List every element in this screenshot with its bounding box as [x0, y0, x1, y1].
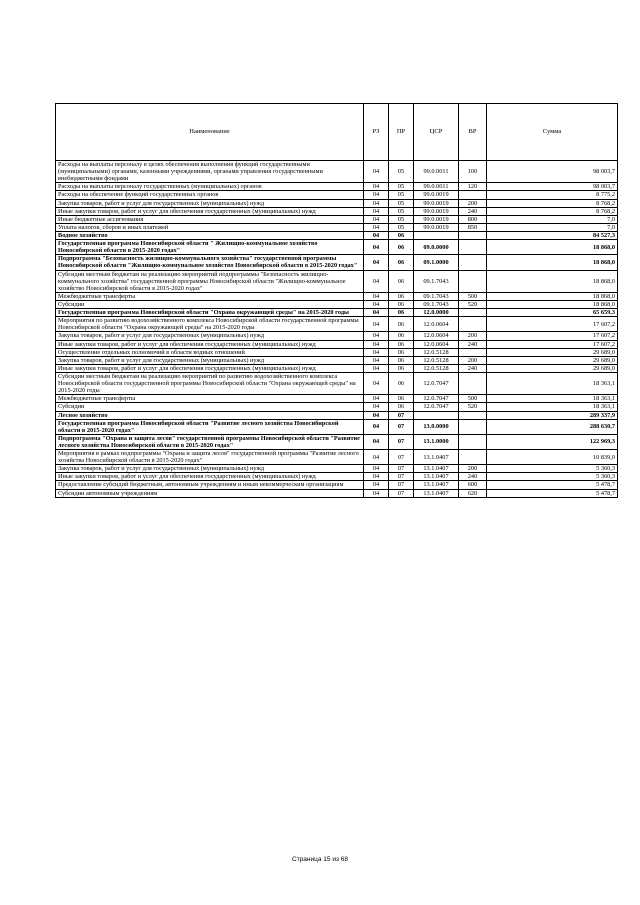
cell-vr: 100 [459, 161, 487, 183]
cell-name: Субсидии автономным учреждениям [56, 489, 364, 497]
cell-pr: 06 [389, 300, 414, 308]
cell-sum: 17 607,2 [487, 340, 618, 348]
cell-rz: 04 [364, 300, 389, 308]
cell-rz: 04 [364, 340, 389, 348]
cell-pr: 06 [389, 292, 414, 300]
cell-name: Предоставление субсидий бюджетным, автономным учреждениям и иным некоммерческим организациям [56, 481, 364, 489]
cell-name: Осуществление отдельных полномочий в области водных отношений [56, 348, 364, 356]
cell-vr [459, 411, 487, 419]
cell-csr: 12.0.7047 [414, 372, 459, 394]
cell-vr: 600 [459, 481, 487, 489]
table-row [56, 340, 618, 348]
cell-sum: 17 607,2 [487, 317, 618, 332]
cell-sum: 5 360,3 [487, 473, 618, 481]
table-row [56, 395, 618, 403]
table-row [56, 473, 618, 481]
table-row [56, 434, 618, 449]
cell-pr: 05 [389, 191, 414, 199]
cell-rz: 04 [364, 231, 389, 239]
cell-csr: 13.1.0000 [414, 434, 459, 449]
cell-name: Мероприятия по развитию водохозяйственного комплекса Новосибирской области государственной программы Новосибирской области "Охрана окружающей среды" на 2015-2020 годы [56, 317, 364, 332]
cell-name: Иные закупки товаров, работ и услуг для обеспечения государственных (муниципальных) нужд [56, 207, 364, 215]
table-row [56, 481, 618, 489]
cell-name: Расходы на обеспечение функций государственных органов [56, 191, 364, 199]
cell-sum: 7,0 [487, 223, 618, 231]
table-row [56, 489, 618, 497]
header-vr: ВР [459, 104, 487, 161]
cell-rz: 04 [364, 309, 389, 317]
cell-pr: 07 [389, 481, 414, 489]
cell-vr: 200 [459, 199, 487, 207]
cell-pr: 06 [389, 332, 414, 340]
cell-name: Закупка товаров, работ и услуг для государственных (муниципальных) нужд [56, 465, 364, 473]
header-pr: ПР [389, 104, 414, 161]
cell-sum: 29 689,0 [487, 364, 618, 372]
table-row [56, 364, 618, 372]
cell-rz: 04 [364, 207, 389, 215]
cell-sum: 122 969,3 [487, 434, 618, 449]
cell-csr: 12.0.0604 [414, 332, 459, 340]
cell-name: Государственная программа Новосибирской области "Развитие лесного хозяйства Новосибирской области в 2015-2020 годах" [56, 419, 364, 434]
cell-pr: 06 [389, 348, 414, 356]
header-name: Наименование [56, 104, 364, 161]
cell-csr: 09.0.0000 [414, 240, 459, 255]
cell-name: Субсидии местным бюджетам на реализацию мероприятий подпрограммы "Безопасность жилищно-коммунального хозяйства" государственной программы Новосибирской области "Жилищно-коммунальное хозяйство Новосибирской области в 2015-2020 годах" [56, 270, 364, 292]
cell-pr: 07 [389, 434, 414, 449]
cell-pr: 06 [389, 403, 414, 411]
cell-csr: 09.1.7043 [414, 300, 459, 308]
cell-name: Водное хозяйство [56, 231, 364, 239]
cell-vr [459, 317, 487, 332]
cell-sum: 29 689,0 [487, 356, 618, 364]
cell-vr [459, 231, 487, 239]
table-row [56, 317, 618, 332]
table-row [56, 240, 618, 255]
cell-vr: 240 [459, 364, 487, 372]
table-row [56, 348, 618, 356]
cell-csr: 99.0.0019 [414, 223, 459, 231]
table-body [56, 161, 618, 498]
cell-vr: 200 [459, 332, 487, 340]
cell-rz: 04 [364, 332, 389, 340]
cell-sum: 18 363,1 [487, 403, 618, 411]
cell-csr: 12.0.7047 [414, 395, 459, 403]
table-row [56, 356, 618, 364]
cell-pr: 05 [389, 183, 414, 191]
cell-name: Государственная программа Новосибирской области " Жилищно-коммунальное хозяйство Новосибирской области в 2015-2020 годах" [56, 240, 364, 255]
table-row [56, 231, 618, 239]
cell-name: Подпрограмма "Безопасность жилищно-коммунального хозяйства" государственной программы Новосибирской области "Жилищно-коммунальное хозяйство Новосибирской области в 2015-2020 годах" [56, 255, 364, 270]
cell-pr: 07 [389, 465, 414, 473]
cell-pr: 07 [389, 473, 414, 481]
cell-csr: 09.1.7043 [414, 270, 459, 292]
cell-name: Субсидии [56, 403, 364, 411]
cell-name: Межбюджетные трансферты [56, 292, 364, 300]
cell-pr: 06 [389, 395, 414, 403]
cell-sum: 18 868,0 [487, 255, 618, 270]
cell-sum: 5 478,7 [487, 481, 618, 489]
cell-rz: 04 [364, 356, 389, 364]
cell-vr [459, 270, 487, 292]
cell-name: Подпрограмма "Охрана и защита лесов" государственной программы Новосибирской области "Развитие лесного хозяйства Новосибирской области в 2015-2020 годах" [56, 434, 364, 449]
cell-vr [459, 240, 487, 255]
table-row [56, 372, 618, 394]
cell-vr: 520 [459, 403, 487, 411]
cell-rz: 04 [364, 465, 389, 473]
cell-vr: 800 [459, 215, 487, 223]
cell-csr: 13.1.0407 [414, 489, 459, 497]
cell-rz: 04 [364, 161, 389, 183]
cell-pr: 07 [389, 411, 414, 419]
table-row [56, 191, 618, 199]
header-sum: Сумма [487, 104, 618, 161]
cell-vr: 240 [459, 207, 487, 215]
cell-rz: 04 [364, 395, 389, 403]
cell-vr [459, 450, 487, 465]
cell-pr: 05 [389, 207, 414, 215]
cell-csr [414, 231, 459, 239]
cell-pr: 05 [389, 215, 414, 223]
cell-csr: 09.1.7043 [414, 292, 459, 300]
header-csr: ЦСР [414, 104, 459, 161]
cell-sum: 8 768,2 [487, 207, 618, 215]
cell-name: Расходы на выплаты персоналу в целях обеспечения выполнения функций государственными (муниципальными) органами, казенными учреждениями, органами управления государственными внебюджетными фондами [56, 161, 364, 183]
table-row [56, 215, 618, 223]
cell-vr [459, 191, 487, 199]
cell-rz: 04 [364, 270, 389, 292]
cell-vr: 850 [459, 223, 487, 231]
cell-name: Иные закупки товаров, работ и услуг для обеспечения государственных (муниципальных) нужд [56, 473, 364, 481]
cell-csr: 99.0.0011 [414, 161, 459, 183]
cell-pr: 07 [389, 419, 414, 434]
page-number: Страница 15 из 68 [292, 856, 348, 863]
cell-name: Уплата налогов, сборов и иных платежей [56, 223, 364, 231]
cell-name: Лесное хозяйство [56, 411, 364, 419]
cell-pr: 05 [389, 223, 414, 231]
cell-sum: 98 003,7 [487, 183, 618, 191]
cell-vr: 520 [459, 300, 487, 308]
cell-rz: 04 [364, 372, 389, 394]
table-row [56, 403, 618, 411]
cell-rz: 04 [364, 215, 389, 223]
cell-sum: 18 868,0 [487, 270, 618, 292]
cell-rz: 04 [364, 364, 389, 372]
cell-pr: 05 [389, 199, 414, 207]
cell-pr: 06 [389, 356, 414, 364]
cell-pr: 06 [389, 255, 414, 270]
cell-rz: 04 [364, 255, 389, 270]
cell-vr: 200 [459, 356, 487, 364]
cell-name: Расходы на выплаты персоналу государственных (муниципальных) органов [56, 183, 364, 191]
cell-csr: 99.0.0019 [414, 191, 459, 199]
cell-pr: 07 [389, 450, 414, 465]
cell-csr: 99.0.0019 [414, 207, 459, 215]
cell-name: Закупка товаров, работ и услуг для государственных (муниципальных) нужд [56, 332, 364, 340]
table-row [56, 292, 618, 300]
cell-sum: 8 775,2 [487, 191, 618, 199]
cell-rz: 04 [364, 317, 389, 332]
cell-vr: 120 [459, 183, 487, 191]
cell-name: Иные закупки товаров, работ и услуг для обеспечения государственных (муниципальных) нужд [56, 364, 364, 372]
table-row [56, 161, 618, 183]
cell-csr: 13.1.0407 [414, 473, 459, 481]
cell-rz: 04 [364, 223, 389, 231]
cell-csr: 12.0.0604 [414, 340, 459, 348]
table-row [56, 183, 618, 191]
cell-name: Субсидии [56, 300, 364, 308]
cell-csr [414, 411, 459, 419]
cell-rz: 04 [364, 473, 389, 481]
cell-pr: 06 [389, 231, 414, 239]
cell-pr: 06 [389, 240, 414, 255]
cell-name: Закупка товаров, работ и услуг для государственных (муниципальных) нужд [56, 356, 364, 364]
cell-csr: 12.0.7047 [414, 403, 459, 411]
cell-rz: 04 [364, 199, 389, 207]
cell-vr: 500 [459, 292, 487, 300]
cell-rz: 04 [364, 481, 389, 489]
cell-vr: 240 [459, 340, 487, 348]
cell-name: Иные бюджетные ассигнования [56, 215, 364, 223]
cell-csr: 09.1.0000 [414, 255, 459, 270]
table-row [56, 270, 618, 292]
cell-pr: 06 [389, 364, 414, 372]
cell-rz: 04 [364, 489, 389, 497]
table-row [56, 255, 618, 270]
cell-csr: 13.1.0407 [414, 481, 459, 489]
table-row [56, 450, 618, 465]
cell-name: Субсидии местным бюджетам на реализацию мероприятий по развитию водохозяйственного комплекса Новосибирской области государственной программы Новосибирской области "Охрана окружающей среды" на 2015-2020 годы [56, 372, 364, 394]
cell-csr: 13.1.0407 [414, 450, 459, 465]
cell-pr: 05 [389, 161, 414, 183]
cell-name: Межбюджетные трансферты [56, 395, 364, 403]
cell-rz: 04 [364, 240, 389, 255]
cell-csr: 13.1.0407 [414, 465, 459, 473]
cell-csr: 99.0.0019 [414, 215, 459, 223]
cell-pr: 06 [389, 309, 414, 317]
table-row [56, 411, 618, 419]
cell-csr: 12.0.0000 [414, 309, 459, 317]
cell-pr: 06 [389, 372, 414, 394]
cell-sum: 8 768,2 [487, 199, 618, 207]
cell-pr: 06 [389, 270, 414, 292]
cell-sum: 18 868,0 [487, 292, 618, 300]
cell-sum: 98 003,7 [487, 161, 618, 183]
cell-sum: 18 363,1 [487, 395, 618, 403]
table-row [56, 223, 618, 231]
header-rz: РЗ [364, 104, 389, 161]
table-header-row [56, 104, 618, 161]
table-row [56, 207, 618, 215]
cell-rz: 04 [364, 191, 389, 199]
cell-vr [459, 419, 487, 434]
table-row [56, 199, 618, 207]
table-row [56, 465, 618, 473]
cell-csr: 13.0.0000 [414, 419, 459, 434]
cell-vr: 240 [459, 473, 487, 481]
cell-vr: 200 [459, 465, 487, 473]
cell-sum: 288 630,7 [487, 419, 618, 434]
cell-vr [459, 309, 487, 317]
cell-sum: 84 527,3 [487, 231, 618, 239]
cell-pr: 07 [389, 489, 414, 497]
cell-name: Закупка товаров, работ и услуг для государственных (муниципальных) нужд [56, 199, 364, 207]
cell-rz: 04 [364, 292, 389, 300]
table-row [56, 419, 618, 434]
table-row [56, 332, 618, 340]
cell-pr: 06 [389, 317, 414, 332]
cell-rz: 04 [364, 403, 389, 411]
cell-vr: 620 [459, 489, 487, 497]
cell-pr: 06 [389, 340, 414, 348]
cell-csr: 12.0.5128 [414, 356, 459, 364]
table-row [56, 300, 618, 308]
cell-csr: 12.0.0604 [414, 317, 459, 332]
cell-csr: 99.0.0019 [414, 199, 459, 207]
cell-vr [459, 348, 487, 356]
cell-vr [459, 255, 487, 270]
cell-sum: 18 868,0 [487, 240, 618, 255]
cell-sum: 18 868,0 [487, 300, 618, 308]
cell-rz: 04 [364, 434, 389, 449]
cell-csr: 12.0.5128 [414, 364, 459, 372]
cell-csr: 99.0.0011 [414, 183, 459, 191]
cell-sum: 5 360,3 [487, 465, 618, 473]
budget-table [55, 103, 618, 498]
cell-sum: 5 478,7 [487, 489, 618, 497]
cell-sum: 10 839,0 [487, 450, 618, 465]
cell-sum: 289 337,9 [487, 411, 618, 419]
cell-vr: 500 [459, 395, 487, 403]
cell-name: Иные закупки товаров, работ и услуг для обеспечения государственных (муниципальных) нужд [56, 340, 364, 348]
cell-sum: 7,0 [487, 215, 618, 223]
table-row [56, 309, 618, 317]
cell-rz: 04 [364, 450, 389, 465]
cell-rz: 04 [364, 419, 389, 434]
cell-name: Мероприятия в рамках подпрограммы "Охрана и защита лесов" государственной программы "Развитие лесного хозяйства Новосибирской области в 2015-2020 годах" [56, 450, 364, 465]
cell-sum: 17 607,2 [487, 332, 618, 340]
cell-name: Государственная программа Новосибирской области "Охрана окружающей среды" на 2015-2020 годы [56, 309, 364, 317]
cell-rz: 04 [364, 411, 389, 419]
cell-sum: 29 689,0 [487, 348, 618, 356]
cell-vr [459, 434, 487, 449]
cell-rz: 04 [364, 348, 389, 356]
cell-rz: 04 [364, 183, 389, 191]
cell-sum: 65 659,3 [487, 309, 618, 317]
cell-sum: 18 363,1 [487, 372, 618, 394]
cell-csr: 12.0.5128 [414, 348, 459, 356]
cell-vr [459, 372, 487, 394]
